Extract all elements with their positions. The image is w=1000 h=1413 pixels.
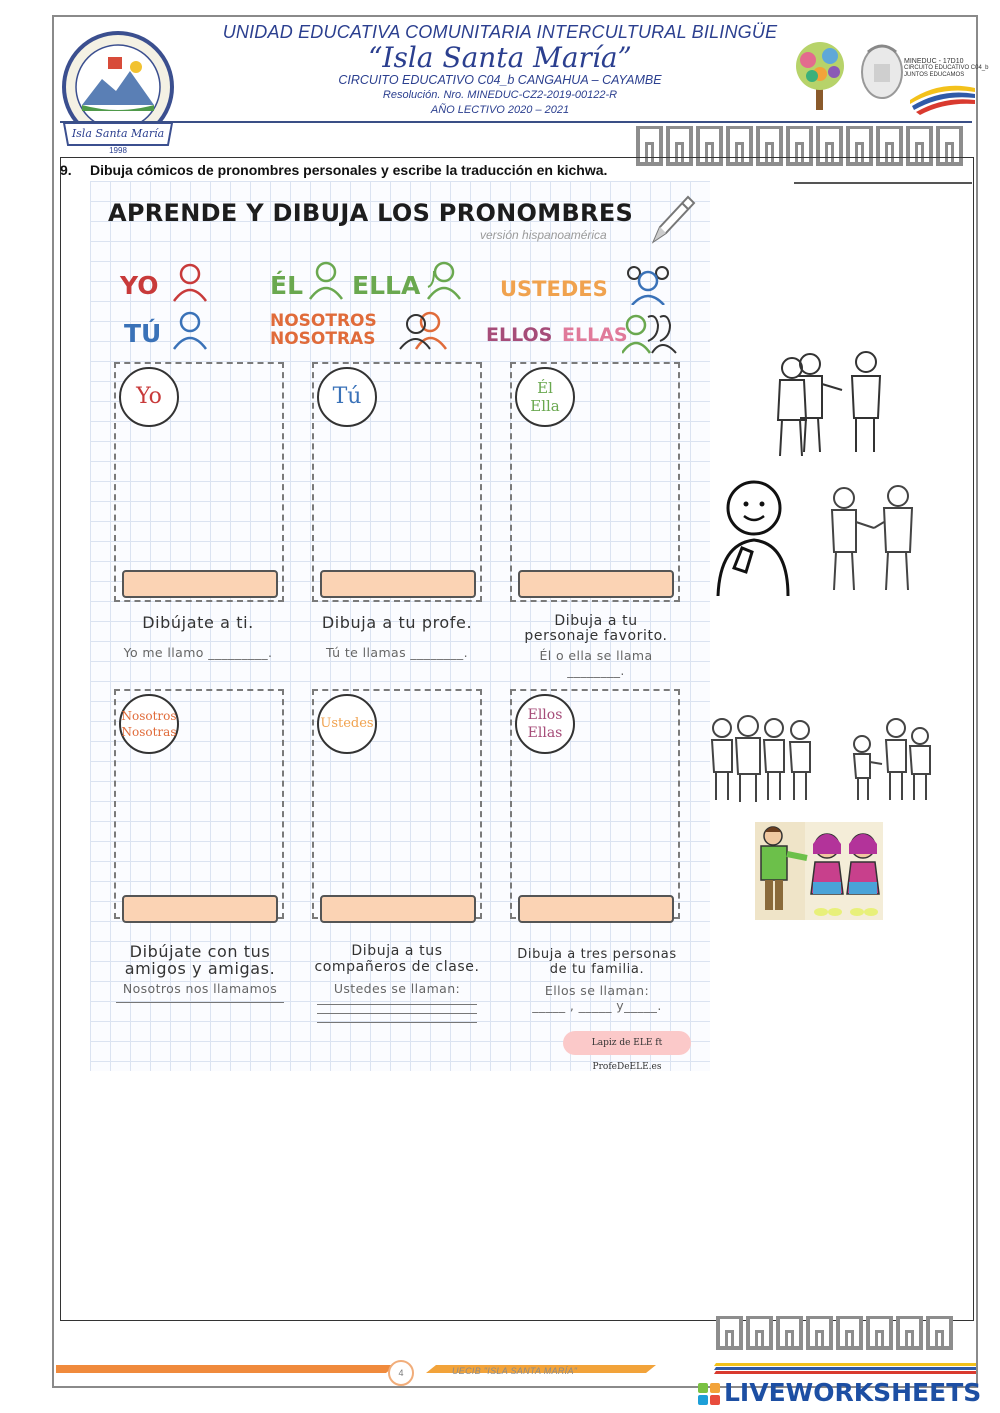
drawing-cell-nosotros[interactable] — [114, 689, 284, 919]
circle-nosotros-word-2: Nosotras — [121, 725, 177, 739]
caption-nosotros-line: Nosotros nos llamamos — [122, 981, 278, 996]
ministry-line-2: JUNTOS EDUCAMOS — [904, 72, 965, 78]
pronoun-ella: ELLA — [352, 271, 421, 300]
circle-tu-word: Tú — [332, 384, 362, 409]
circle-el — [515, 367, 575, 427]
caption-nosotros-main-2: amigos y amigas. — [124, 959, 276, 978]
circle-tu — [317, 367, 377, 427]
worksheet-subtitle: versión hispanoamérica — [480, 228, 607, 242]
caption-ustedes-main-2: compañeros de clase. — [314, 959, 480, 975]
caption-ellos-line: Ellos se llaman: — [544, 983, 650, 998]
pronoun-tu: TÚ — [124, 319, 162, 348]
pencil-icon — [646, 191, 696, 246]
circle-yo — [119, 367, 179, 427]
resolution-line: Resolución. Nro. MINEDUC-CZ2-2019-00122-R — [382, 89, 618, 101]
underline-accent — [794, 182, 972, 184]
logo-name: Isla Santa María — [71, 127, 165, 140]
pronoun-ustedes: USTEDES — [500, 277, 608, 301]
question-text: Dibuja cómicos de pronombres personales y escribe la traducción en kichwa. — [90, 162, 608, 178]
question-9 — [60, 162, 607, 178]
illustration-family-pointing — [755, 822, 883, 920]
question-number: 9. — [60, 162, 72, 178]
circle-nosotros-word-1: Nosotros — [121, 709, 177, 723]
caption-nosotros-main-1: Dibújate con tus — [129, 942, 271, 961]
person-icon-ella — [424, 259, 464, 301]
caption-el — [504, 614, 688, 678]
page-number: 4 — [388, 1360, 414, 1386]
caption-el-line-2: ________. — [567, 663, 625, 678]
blank-ustedes-1[interactable] — [317, 1004, 477, 1005]
drawing-cell-el[interactable] — [510, 362, 680, 602]
caption-tu-line: Tú te llamas ________. — [326, 645, 468, 660]
header-divider — [60, 121, 972, 123]
caption-yo — [108, 614, 288, 660]
caption-ustedes-line: Ustedes se llaman: — [333, 981, 461, 996]
caption-tu — [306, 614, 488, 660]
circle-el-word-1: Él — [537, 379, 553, 397]
illustration-two-boys — [826, 482, 916, 594]
caption-nosotros — [106, 943, 294, 1003]
circuit-line: CIRCUITO EDUCATIVO C04_b CANGAHUA – CAYAMBE — [338, 73, 662, 87]
drawing-cell-ellos[interactable] — [510, 689, 680, 919]
illustration-classmates — [850, 714, 934, 802]
school-header — [200, 22, 800, 118]
andean-pattern-bottom — [716, 1316, 972, 1350]
pronoun-ellas: ELLAS — [562, 324, 628, 346]
blank-ustedes-2[interactable] — [317, 1013, 477, 1014]
drawing-cell-yo[interactable] — [114, 362, 284, 602]
illustration-pointing-self — [712, 478, 792, 598]
caption-ustedes-main-1: Dibuja a tus — [351, 943, 443, 959]
caption-el-main-1: Dibuja a tu — [554, 613, 638, 629]
circle-ustedes — [317, 694, 377, 754]
people-icon-nosotros — [398, 309, 450, 351]
caption-yo-line: Yo me llamo _________. — [123, 645, 273, 660]
caption-yo-main: Dibújate a ti. — [142, 613, 254, 632]
pronoun-nosotras: NOSOTRAS — [270, 329, 376, 349]
circle-ellos-word-2: Ellas — [527, 725, 563, 741]
liveworksheets-icon — [697, 1382, 721, 1406]
drawing-cell-ustedes[interactable] — [312, 689, 482, 919]
blank-ustedes-3[interactable] — [317, 1022, 477, 1023]
logo-year: 1998 — [109, 146, 127, 155]
circle-ustedes-word: Ustedes — [320, 716, 374, 731]
name-bar-ellos[interactable] — [518, 895, 674, 923]
person-icon-yo — [170, 261, 210, 303]
school-name: UNIDAD EDUCATIVA COMUNITARIA INTERCULTURAL BILINGÜE — [222, 22, 778, 42]
caption-ellos-blanks: _____ , _____ y_____. — [532, 998, 662, 1013]
pronoun-nosotros: NOSOTROS — [270, 311, 377, 331]
name-bar-ustedes[interactable] — [320, 895, 476, 923]
caption-el-main-2: personaje favorito. — [524, 628, 668, 644]
caption-ustedes — [304, 943, 490, 1023]
school-motto: “Isla Santa María” — [368, 41, 632, 74]
people-icon-ellos — [622, 311, 684, 355]
school-year: AÑO LECTIVO 2020 – 2021 — [430, 104, 570, 116]
circle-yo-word: Yo — [136, 384, 162, 409]
name-bar-nosotros[interactable] — [122, 895, 278, 923]
name-bar-el[interactable] — [518, 570, 674, 598]
ministry-line-1: CIRCUITO EDUCATIVO C04_b — [904, 65, 989, 71]
pronoun-el: ÉL — [270, 271, 304, 300]
illustration-boys-pointing — [770, 348, 890, 463]
credit-badge: Lapiz de ELE ft ProfeDeELE.es — [563, 1031, 691, 1055]
circle-ellos — [515, 694, 575, 754]
pronoun-yo: YO — [120, 271, 159, 300]
person-icon-el — [306, 259, 346, 301]
footer-school: UECIB "ISLA SANTA MARÍA" — [452, 1366, 578, 1376]
caption-tu-main: Dibuja a tu profe. — [321, 613, 473, 632]
pronouns-worksheet — [90, 181, 710, 1071]
caption-ellos-main-1: Dibuja a tres personas — [517, 947, 677, 962]
pronoun-ellos: ELLOS — [486, 324, 553, 346]
drawing-cell-tu[interactable] — [312, 362, 482, 602]
circle-el-word-2: Ella — [530, 397, 560, 415]
ministry-text — [904, 58, 988, 79]
name-bar-tu[interactable] — [320, 570, 476, 598]
person-icon-tu — [170, 309, 210, 351]
caption-el-line: Él o ella se llama — [539, 648, 653, 663]
caption-ellos-main-2: de tu familia. — [549, 962, 645, 977]
caption-ellos — [502, 947, 692, 1013]
circle-nosotros — [119, 694, 179, 754]
name-bar-yo[interactable] — [122, 570, 278, 598]
illustration-group-friends — [708, 712, 814, 804]
worksheet-title: APRENDE Y DIBUJA LOS PRONOMBRES — [108, 199, 634, 227]
ministry-code: MINEDUC - 17D10 — [904, 58, 964, 65]
people-icon-ustedes — [622, 263, 674, 305]
blank-nosotros[interactable] — [116, 1002, 284, 1003]
circle-ellos-word-1: Ellos — [527, 707, 563, 723]
liveworksheets-brand[interactable]: LIVEWORKSHEETS — [724, 1378, 982, 1407]
school-logo — [58, 27, 186, 155]
